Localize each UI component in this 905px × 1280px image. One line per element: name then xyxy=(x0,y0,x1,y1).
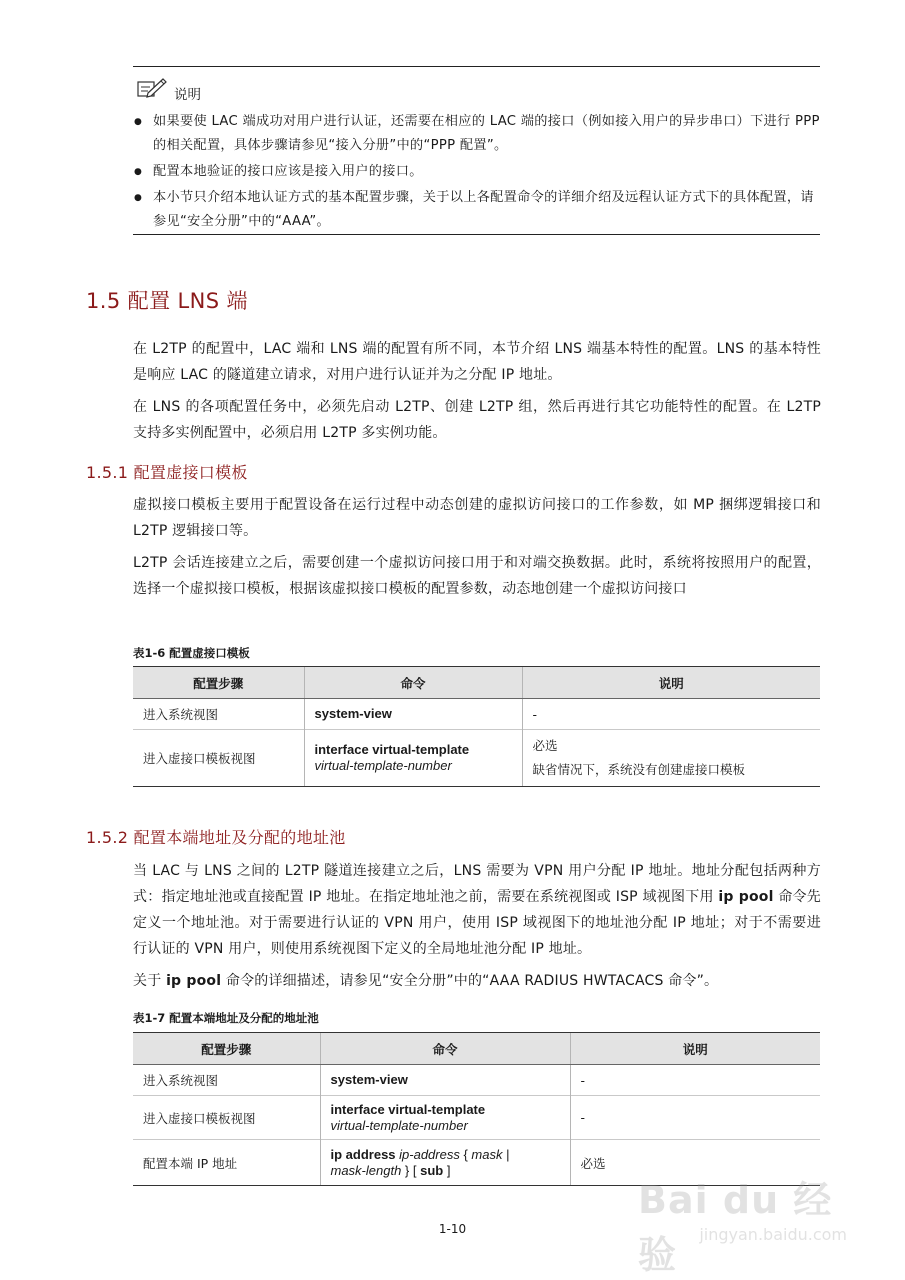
text-run: 命令的详细描述，请参见“安全分册”中的“AAA RADIUS HWTACACS 命令”。 xyxy=(221,973,719,989)
watermark-url: jingyan.baidu.com xyxy=(699,1225,847,1244)
description-cell: - xyxy=(570,1065,820,1096)
watermark-logo: Bai du 经验 xyxy=(638,1178,833,1277)
command-keyword: sub xyxy=(420,1162,444,1178)
command-cell xyxy=(320,1065,570,1096)
note-title: 说明 xyxy=(174,87,201,103)
config-table-1-7 xyxy=(133,1032,820,1186)
table-header-description: 说明 xyxy=(570,1033,820,1065)
description-line: 必选 xyxy=(532,738,558,753)
table-header-step: 配置步骤 xyxy=(133,1033,320,1065)
step-cell: 进入虚接口模板视图 xyxy=(133,1096,320,1140)
section-heading-1-5-2: 1.5.2 配置本端地址及分配的地址池 xyxy=(86,828,346,847)
paragraph: 在 LNS 的各项配置任务中，必须先启动 L2TP、创建 L2TP 组，然后再进行其它功能特性的配置。在 L2TP 支持多实例配置中，必须启用 L2TP 多实例功能。 xyxy=(133,399,821,441)
command-syntax: { xyxy=(459,1146,472,1162)
description-cell xyxy=(522,730,820,787)
note-list xyxy=(133,110,823,234)
table-caption: 表1-7 配置本端地址及分配的地址池 xyxy=(133,1011,319,1025)
description-cell: 必选 xyxy=(570,1140,820,1186)
baidu-watermark xyxy=(638,1165,853,1277)
table-header-command: 命令 xyxy=(304,667,522,699)
paragraph: L2TP 会话连接建立之后，需要创建一个虚拟访问接口用于和对端交换数据。此时，系统将按照用户的配置，选择一个虚拟接口模板，根据该虚拟接口模板的配置参数，动态地创建一个虚拟访问接口 xyxy=(133,555,821,597)
table-row xyxy=(133,699,820,730)
note-item: ● 本小节只介绍本地认证方式的基本配置步骤，关于以上各配置命令的详细介绍及远程认证方式下的具体配置，请参见“安全分册”中的“AAA”。 xyxy=(133,186,823,234)
inline-command: ip pool xyxy=(718,889,774,905)
command-argument: virtual-template-number xyxy=(314,758,452,773)
paragraph xyxy=(133,858,821,962)
command-keyword: system-view xyxy=(330,1072,408,1087)
note-top-rule xyxy=(133,66,820,67)
paragraph xyxy=(133,968,821,994)
page-number: 1-10 xyxy=(438,1222,467,1236)
command-cell xyxy=(304,730,522,787)
section-heading-1-5-1: 1.5.1 配置虚接口模板 xyxy=(86,463,248,482)
table-caption: 表1-6 配置虚接口模板 xyxy=(133,646,250,660)
command-syntax: } [ xyxy=(401,1162,421,1178)
text-run: 命令先定义一个地址池。对于需要进行认证的 VPN 用户，使用 ISP 域视图下的地址池分配 IP 地址；对于不需要进行认证的 VPN 用户，则使用系统视图下定义的全局地址池分配 IP 地址。 xyxy=(133,889,821,957)
command-keyword: interface virtual-template xyxy=(330,1101,486,1117)
note-pencil-icon xyxy=(136,76,168,104)
table-header-command: 命令 xyxy=(320,1033,570,1065)
command-cell xyxy=(320,1140,570,1186)
description-cell: - xyxy=(570,1096,820,1140)
description-cell: - xyxy=(522,699,820,730)
step-cell: 配置本端 IP 地址 xyxy=(133,1140,320,1186)
config-table-1-6 xyxy=(133,666,820,787)
inline-command: ip pool xyxy=(166,973,222,989)
command-argument: virtual-template-number xyxy=(330,1117,468,1133)
table-header-description: 说明 xyxy=(522,667,820,699)
step-cell: 进入虚接口模板视图 xyxy=(133,730,304,787)
command-syntax: ] xyxy=(443,1162,451,1178)
table-row xyxy=(133,730,820,787)
step-cell: 进入系统视图 xyxy=(133,699,304,730)
command-argument: mask xyxy=(471,1146,503,1162)
note-bottom-rule xyxy=(133,234,820,235)
section-heading-1-5: 1.5 配置 LNS 端 xyxy=(86,289,248,313)
command-argument: mask-length xyxy=(330,1162,402,1178)
command-keyword: system-view xyxy=(314,706,392,721)
command-argument: ip-address xyxy=(395,1146,460,1162)
note-item: ● 配置本地验证的接口应该是接入用户的接口。 xyxy=(133,160,823,184)
step-cell: 进入系统视图 xyxy=(133,1065,320,1096)
command-keyword: interface virtual-template xyxy=(314,742,470,757)
paragraph: 虚拟接口模板主要用于配置设备在运行过程中动态创建的虚拟访问接口的工作参数，如 MP 捆绑逻辑接口和 L2TP 逻辑接口等。 xyxy=(133,497,821,539)
paragraph: 在 L2TP 的配置中，LAC 端和 LNS 端的配置有所不同，本节介绍 LNS 端基本特性的配置。LNS 的基本特性是响应 LAC 的隧道建立请求，对用户进行认证并为之分配 IP 地址。 xyxy=(133,341,821,383)
command-syntax: | xyxy=(502,1146,510,1162)
description-line: 缺省情况下，系统没有创建虚接口模板 xyxy=(532,762,746,777)
table-header-row xyxy=(133,1033,820,1065)
table-row xyxy=(133,1065,820,1096)
table-row xyxy=(133,1096,820,1140)
text-run: 当 LAC 与 LNS 之间的 L2TP 隧道连接建立之后，LNS 需要为 VPN 用户分配 IP 地址。地址分配包括两种方式：指定地址池或直接配置 IP 地址。在指定地址池之前，需要在系统视图或 ISP 域视图下用 xyxy=(133,863,821,905)
note-item: ● 如果要使 LAC 端成功对用户进行认证，还需要在相应的 LAC 端的接口（例如接入用户的异步串口）下进行 PPP 的相关配置，具体步骤请参见“接入分册”中的“PPP 配置”。 xyxy=(133,110,823,158)
command-cell xyxy=(304,699,522,730)
table-header-step: 配置步骤 xyxy=(133,667,304,699)
command-keyword: ip address xyxy=(330,1146,396,1162)
table-header-row xyxy=(133,667,820,699)
text-run: 关于 xyxy=(133,973,167,989)
command-cell xyxy=(320,1096,570,1140)
note-header xyxy=(136,76,201,104)
